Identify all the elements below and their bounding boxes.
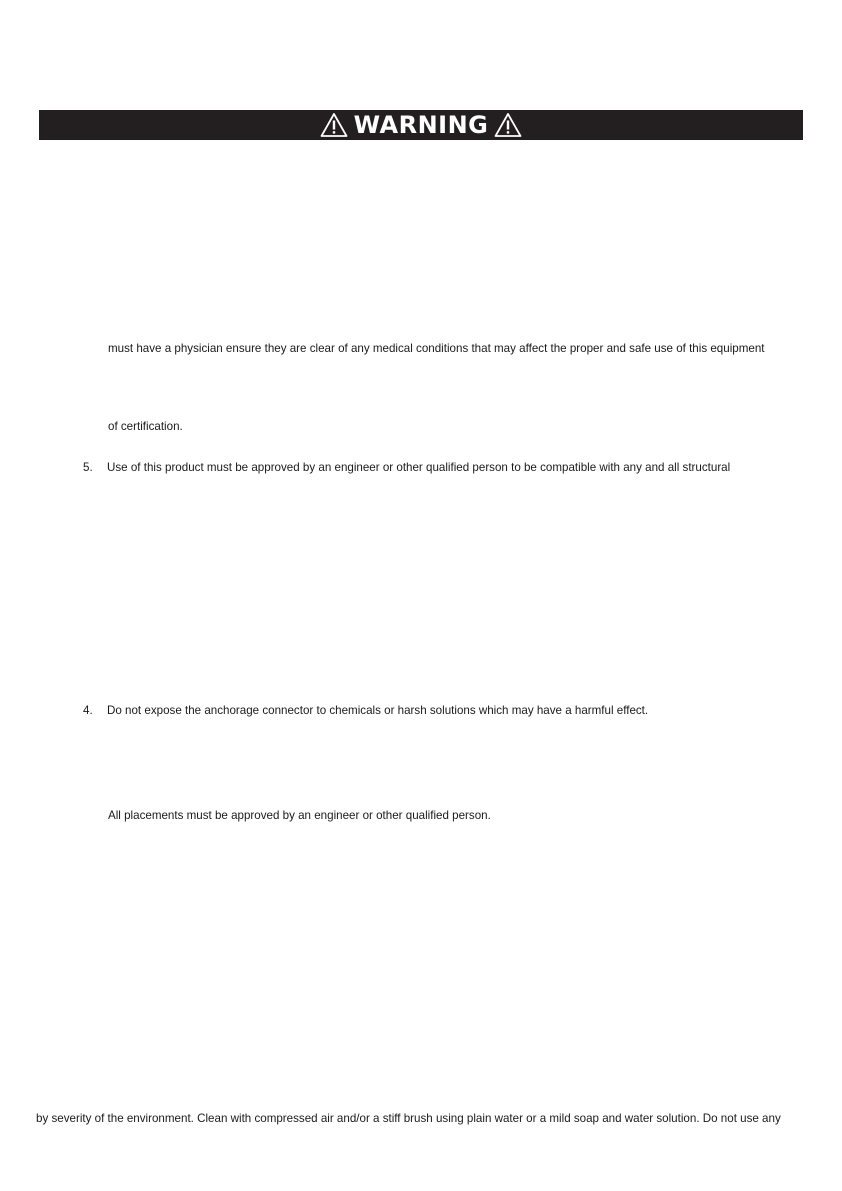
warning-triangle-icon bbox=[494, 112, 522, 138]
physician-line: must have a physician ensure they are clear of any medical conditions that may affect the proper and safe use of this equipment bbox=[108, 342, 765, 355]
item-4-text: Do not expose the anchorage connector to chemicals or harsh solutions which may have a harmful effect. bbox=[107, 704, 649, 717]
warning-banner bbox=[39, 110, 803, 140]
warning-title: WARNING bbox=[353, 111, 489, 139]
placements-line: All placements must be approved by an engineer or other qualified person. bbox=[108, 809, 491, 822]
cleaning-line: by severity of the environment. Clean with compressed air and/or a stiff brush using plain water or a mild soap and water solution. Do not use any bbox=[36, 1112, 781, 1125]
certification-line: of certification. bbox=[108, 420, 183, 433]
item-4-number: 4. bbox=[83, 704, 93, 717]
item-5-text: Use of this product must be approved by an engineer or other qualified person to be compatible with any and all structural bbox=[107, 461, 731, 474]
warning-triangle-icon bbox=[320, 112, 348, 138]
item-5-number: 5. bbox=[83, 461, 93, 474]
